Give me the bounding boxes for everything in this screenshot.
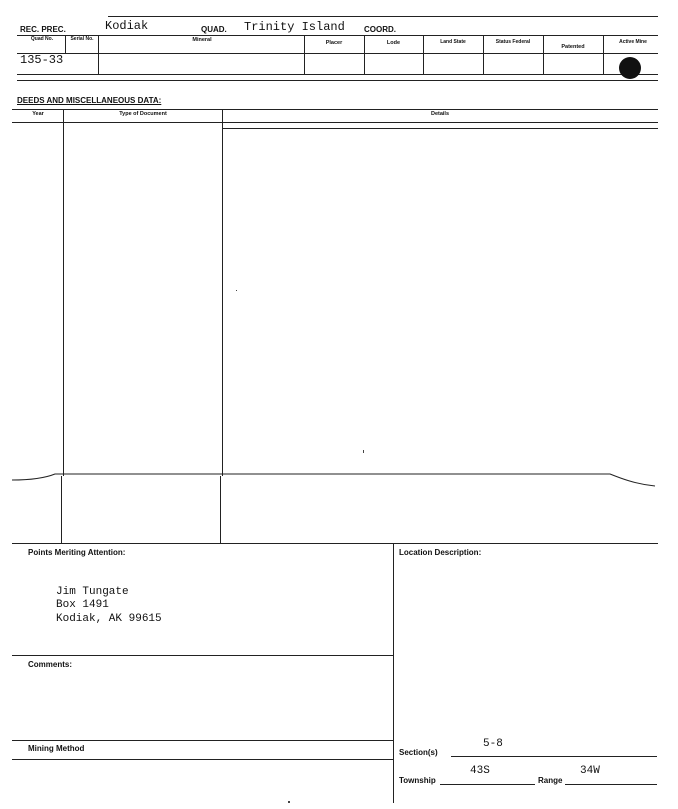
lower-top-rule bbox=[12, 543, 658, 544]
col-lode: Lode bbox=[386, 40, 401, 46]
deeds-title: DEEDS AND MISCELLANEOUS DATA: bbox=[17, 96, 162, 105]
quad-value: Trinity Island bbox=[244, 20, 345, 34]
col-serial-no: Serial No. bbox=[70, 36, 94, 42]
range-value: 34W bbox=[580, 765, 600, 777]
points-line-3: Kodiak, AK 99615 bbox=[56, 613, 162, 625]
divider bbox=[393, 543, 394, 803]
points-line-1: Jim Tungate bbox=[56, 586, 129, 598]
quad-label: QUAD. bbox=[201, 25, 227, 34]
mining-label: Mining Method bbox=[28, 744, 85, 753]
mining-top-rule bbox=[12, 740, 393, 741]
points-label: Points Meriting Attention: bbox=[28, 548, 126, 557]
divider bbox=[65, 35, 66, 54]
col-mineral: Mineral bbox=[192, 37, 212, 43]
divider bbox=[543, 35, 544, 75]
top-table-double-rule bbox=[17, 80, 658, 81]
divider bbox=[603, 35, 604, 75]
mining-bottom-rule bbox=[12, 759, 393, 760]
divider bbox=[483, 35, 484, 75]
deeds-header-bottom-rule bbox=[12, 122, 658, 123]
col-placer: Placer bbox=[325, 40, 343, 46]
scan-speck bbox=[236, 290, 237, 291]
section-underline bbox=[451, 756, 657, 757]
active-dot-icon bbox=[619, 57, 641, 79]
township-underline bbox=[440, 784, 535, 785]
col-land-state: Land State bbox=[440, 39, 466, 45]
header-top-rule bbox=[108, 16, 658, 17]
col-active: Active Mine bbox=[619, 39, 647, 45]
township-value: 43S bbox=[470, 765, 490, 777]
quad-no-value: 135-33 bbox=[20, 53, 64, 67]
col-status-federal: Status Federal bbox=[495, 39, 531, 45]
location-label: Location Description: bbox=[399, 548, 482, 557]
comments-top-rule bbox=[12, 655, 393, 656]
top-table-top-rule bbox=[17, 35, 658, 36]
divider bbox=[423, 35, 424, 75]
scan-speck bbox=[363, 450, 364, 453]
range-label: Range bbox=[538, 776, 563, 785]
coord-label: COORD. bbox=[364, 25, 396, 34]
section-label: Section(s) bbox=[399, 748, 438, 757]
rec-prec-value: Kodiak bbox=[105, 19, 149, 33]
col-details: Details bbox=[430, 111, 450, 117]
col-patented: Patented bbox=[561, 44, 585, 50]
rec-prec-label: REC. PREC. bbox=[20, 25, 66, 34]
scan-speck bbox=[288, 801, 290, 803]
comments-label: Comments: bbox=[28, 660, 73, 669]
township-label: Township bbox=[399, 776, 436, 785]
divider bbox=[63, 109, 64, 476]
deeds-header-top-rule bbox=[12, 109, 658, 110]
col-quad-no: Quad No. bbox=[30, 36, 54, 42]
col-year: Year bbox=[32, 111, 44, 117]
top-table-bottom-rule bbox=[17, 74, 658, 75]
page-seam-line bbox=[0, 466, 678, 494]
points-line-2: Box 1491 bbox=[56, 599, 109, 611]
col-type-of-document: Type of Document bbox=[119, 111, 167, 117]
top-table-header-rule bbox=[17, 53, 658, 54]
deeds-details-rule bbox=[222, 128, 658, 129]
divider bbox=[98, 35, 99, 75]
range-underline bbox=[565, 784, 657, 785]
section-value: 5-8 bbox=[483, 738, 503, 750]
divider bbox=[222, 109, 223, 476]
